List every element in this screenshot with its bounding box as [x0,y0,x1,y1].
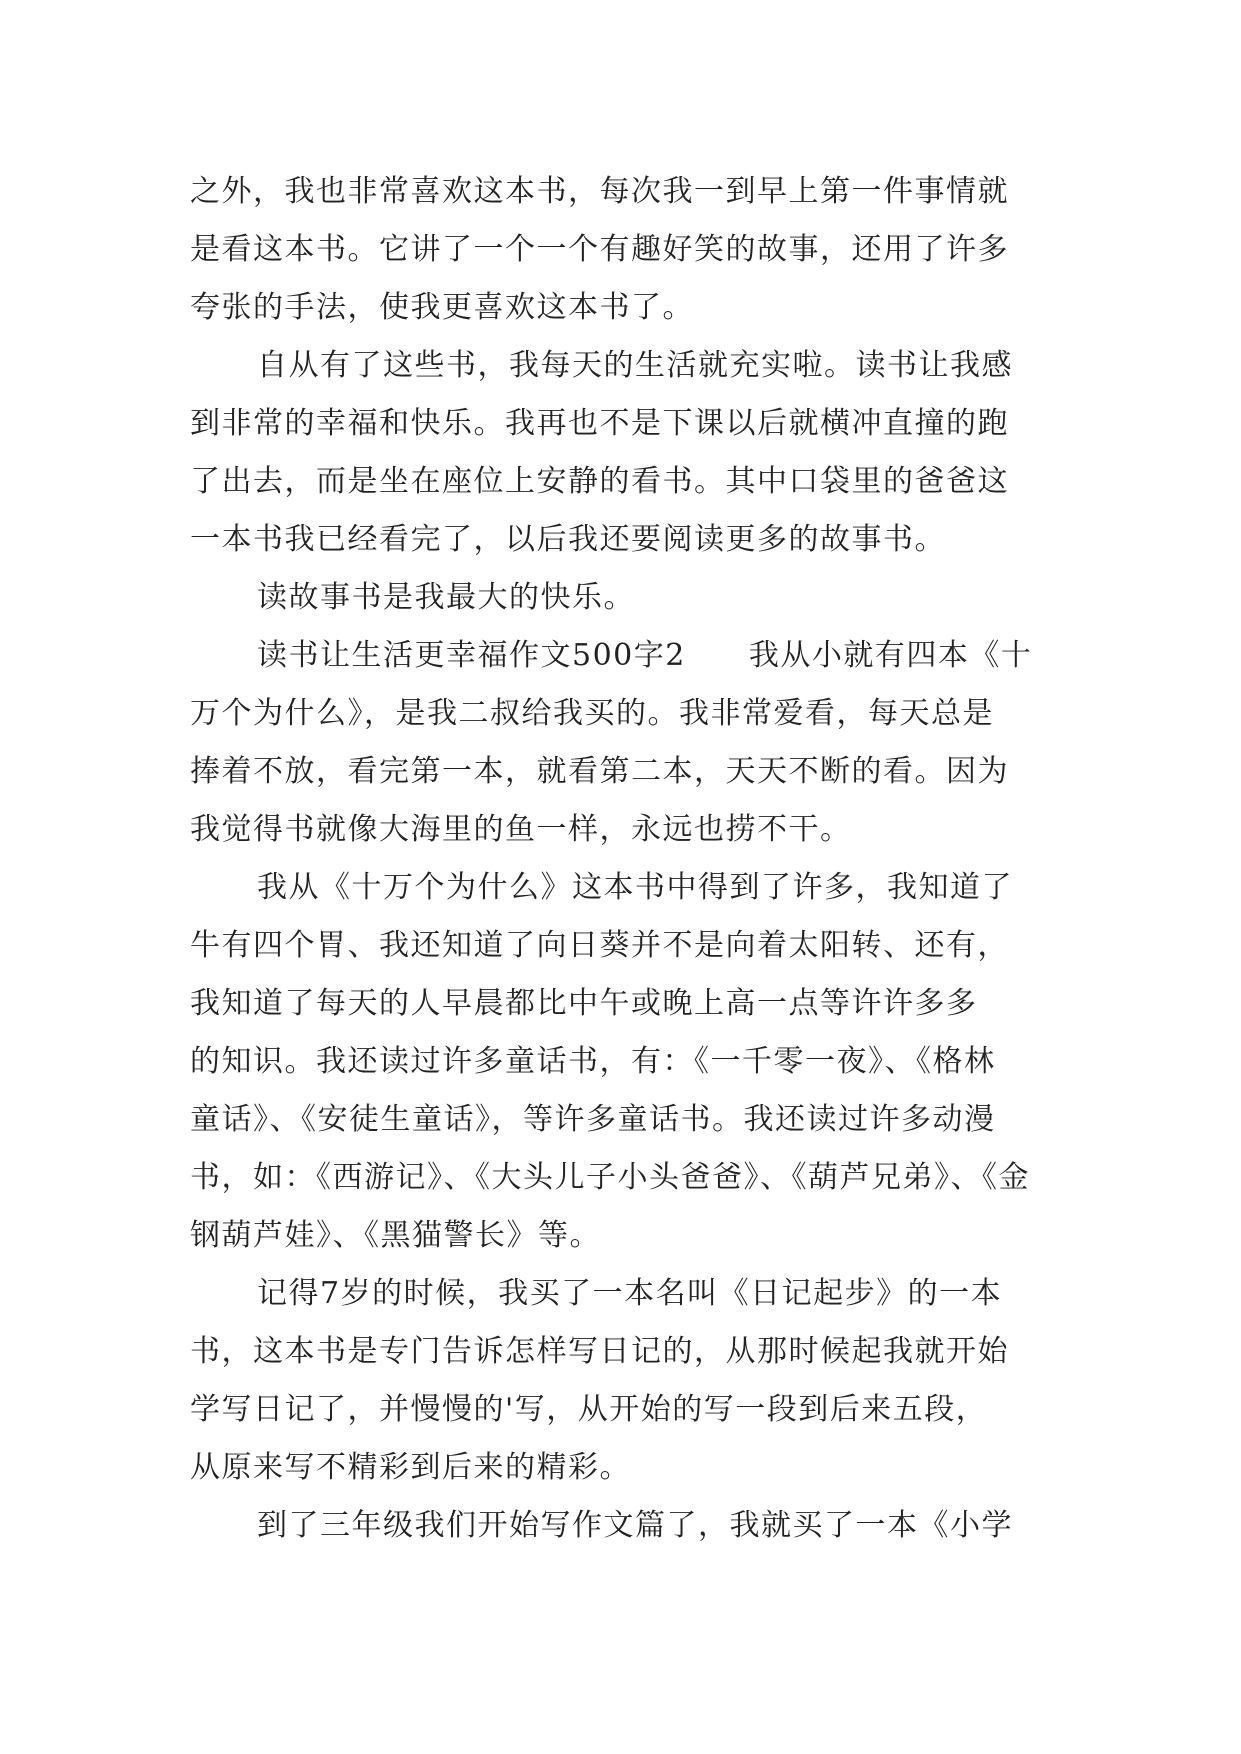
text-line: 捧着不放，看完第一本，就看第二本，天天不断的看。因为 [190,754,1009,789]
text-line: 夸张的手法，使我更喜欢这本书了。 [190,290,694,325]
text-line: 之外，我也非常喜欢这本书，每次我一到早上第一件事情就 [190,174,1009,209]
text-line: 是看这本书。它讲了一个一个有趣好笑的故事，还用了许多 [190,232,1009,267]
paragraph-start-line: 我从《十万个为什么》这本书中得到了许多，我知道了 [257,870,1013,905]
text-line: 学写日记了，并慢慢的'写，从开始的写一段到后来五段， [190,1392,988,1427]
text-line: 我知道了每天的人早晨都比中午或晚上高一点等许许多多 [190,986,978,1021]
text-line: 万个为什么》，是我二叔给我买的。我非常爱看，每天总是 [190,696,994,731]
text-line: 了出去，而是坐在座位上安静的看书。其中口袋里的爸爸这 [190,464,1009,499]
paragraph-start-line: 自从有了这些书，我每天的生活就充实啦。读书让我感 [257,348,1013,383]
text-line: 书，这本书是专门告诉怎样写日记的，从那时候起我就开始 [190,1334,1009,1369]
text-line: 牛有四个胃、我还知道了向日葵并不是向着太阳转、还有， [190,928,1009,963]
text-line: 钢葫芦娃》、《黑猫警长》等。 [190,1218,601,1253]
text-line: 书，如：《西游记》、《大头儿子小头爸爸》、《葫芦兄弟》、《金 [190,1160,1030,1195]
paragraph-start-line: 读故事书是我最大的快乐。 [257,580,635,615]
paragraph-start-line: 到了三年级我们开始写作文篇了，我就买了一本《小学 [257,1508,1013,1543]
text-line: 的知识。我还读过许多童话书，有：《一千零一夜》、《格林 [190,1044,996,1079]
text-line: 童话》、《安徒生童话》，等许多童话书。我还读过许多动漫 [190,1102,996,1137]
text-line: 到非常的幸福和快乐。我再也不是下课以后就横冲直撞的跑 [190,406,1009,441]
text-line: 一本书我已经看完了，以后我还要阅读更多的故事书。 [190,522,946,557]
paragraph-start-line: 读书让生活更幸福作文500字2 我从小就有四本《十 [257,638,1033,673]
text-line: 从原来写不精彩到后来的精彩。 [190,1450,631,1485]
paragraph-start-line: 记得7岁的时候，我买了一本名叫《日记起步》的一本 [257,1276,1003,1311]
text-line: 我觉得书就像大海里的鱼一样，永远也捞不干。 [190,812,852,847]
